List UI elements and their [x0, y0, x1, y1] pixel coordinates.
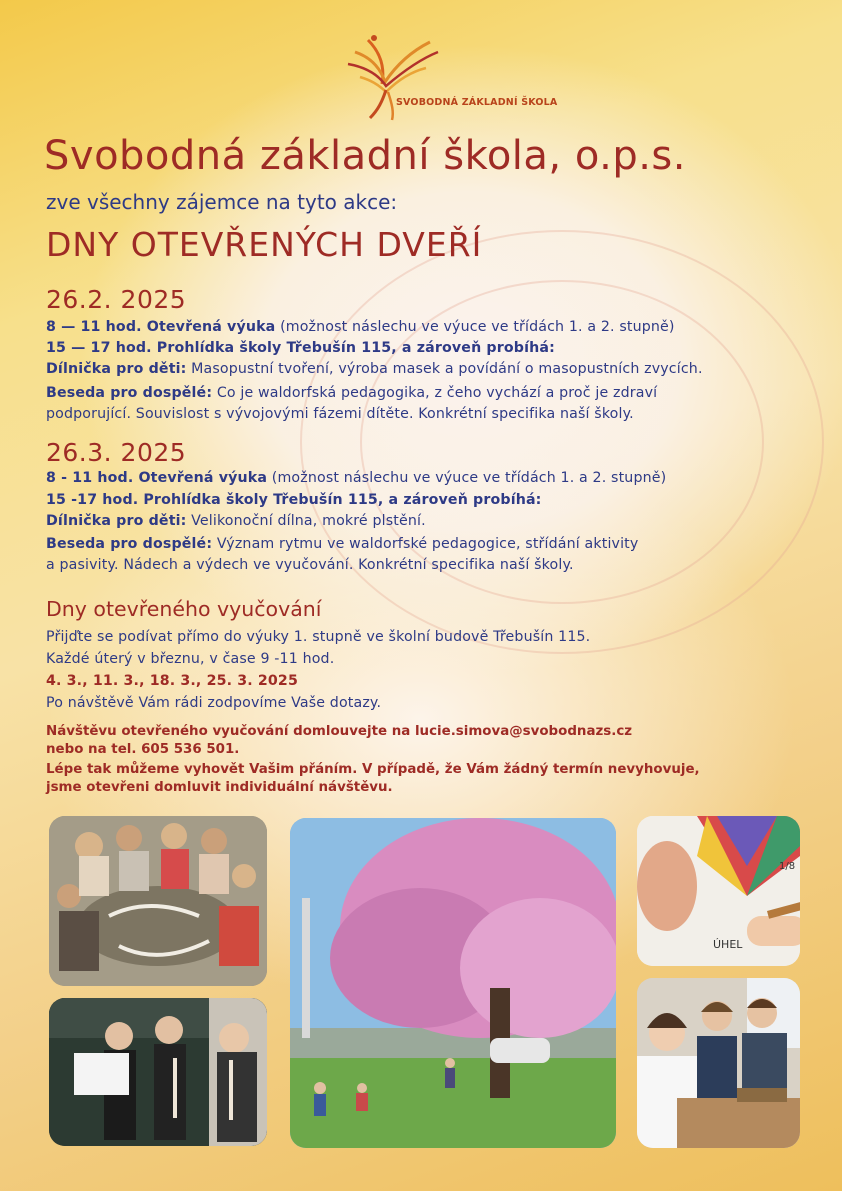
subtitle: zve všechny zájemce na tyto akce:: [46, 190, 398, 214]
event2-line3-bold: Dílnička pro děti:: [46, 513, 187, 529]
event2-line2: [46, 492, 542, 508]
teaching-line2: Každé úterý v březnu, v čase 9 -11 hod.: [46, 651, 335, 667]
event1-line3-bold: Dílnička pro děti:: [46, 361, 187, 377]
event1-line5: podporující. Souvislost s vývojovými fázemi dítěte. Konkrétní specifika naší školy.: [46, 406, 634, 422]
teaching-dates: 4. 3., 11. 3., 18. 3., 25. 3. 2025: [46, 673, 298, 689]
teaching-heading: Dny otevřeného vyučování: [46, 597, 322, 621]
photo-recorders: [49, 998, 267, 1146]
teaching-line1: Přijďte se podívat přímo do výuky 1. stupně ve školní budově Třebušín 115.: [46, 629, 591, 645]
event2-line4-bold: Beseda pro dospělé:: [46, 536, 213, 552]
event2-line4-rest: Význam rytmu ve waldorfské pedagogice, střídání aktivity: [212, 536, 639, 552]
event1-line2-bold: 15 — 17 hod. Prohlídka školy Třebušín 115, a zároveň probíhá:: [46, 340, 555, 356]
contact-line4: jsme otevřeni domluvit individuální návštěvu.: [46, 780, 393, 795]
event1-line4-bold: Beseda pro dospělé:: [46, 385, 213, 401]
event1-line1-bold: 8 — 11 hod. Otevřená výuka: [46, 319, 276, 335]
event2-date: 26.3. 2025: [46, 438, 187, 467]
event1-date: 26.2. 2025: [46, 285, 187, 314]
event1-line3: [46, 361, 703, 377]
event1-line4-rest: Co je waldorfská pedagogika, z čeho vychází a proč je zdraví: [212, 385, 658, 401]
photo-students-lab: [637, 978, 800, 1148]
event2-line5: a pasivity. Nádech a výdech ve vyučování. Konkrétní specifika naší školy.: [46, 557, 574, 573]
event2-line1-rest: (možnost náslechu ve výuce ve třídách 1. a 2. stupně): [267, 470, 667, 486]
event1-line1-rest: (možnost náslechu ve výuce ve třídách 1. a 2. stupně): [275, 319, 675, 335]
event2-line2-bold: 15 -17 hod. Prohlídka školy Třebušín 115, a zároveň probíhá:: [46, 492, 542, 508]
event2-line1-bold: 8 - 11 hod. Otevřená výuka: [46, 470, 268, 486]
event1-line1: [46, 319, 675, 335]
photo-children-circle: [49, 816, 267, 986]
event1-line4: [46, 385, 657, 401]
event1-line3-rest: Masopustní tvoření, výroba masek a povídání o masopustních zvycích.: [186, 361, 703, 377]
event2-line4: [46, 536, 638, 552]
photo-geometry-drawing: [637, 816, 800, 966]
headline: DNY OTEVŘENÝCH DVEŘÍ: [46, 225, 483, 264]
contact-line3: Lépe tak můžeme vyhovět Vašim přáním. V případě, že Vám žádný termín nevyhovuje,: [46, 762, 700, 777]
page-title: Svobodná základní škola, o.p.s.: [44, 133, 686, 179]
event2-line1: [46, 470, 666, 486]
drawing-fraction: 1/8: [779, 861, 796, 872]
event2-line3: [46, 513, 426, 529]
drawing-label: ÚHEL: [713, 938, 743, 951]
contact-line2: nebo na tel. 605 536 501.: [46, 742, 240, 757]
photo-blossom-tree: [290, 818, 616, 1148]
contact-line1: Návštěvu otevřeného vyučování domlouvejte na lucie.simova@svobodnazs.cz: [46, 724, 633, 739]
event2-line3-rest: Velikonoční dílna, mokré plstění.: [186, 513, 426, 529]
logo-text: SVOBODNÁ ZÁKLADNÍ ŠKOLA: [396, 97, 558, 108]
event1-line2: [46, 340, 555, 356]
teaching-line3: Po návštěvě Vám rádi zodpovíme Vaše dotazy.: [46, 695, 382, 711]
